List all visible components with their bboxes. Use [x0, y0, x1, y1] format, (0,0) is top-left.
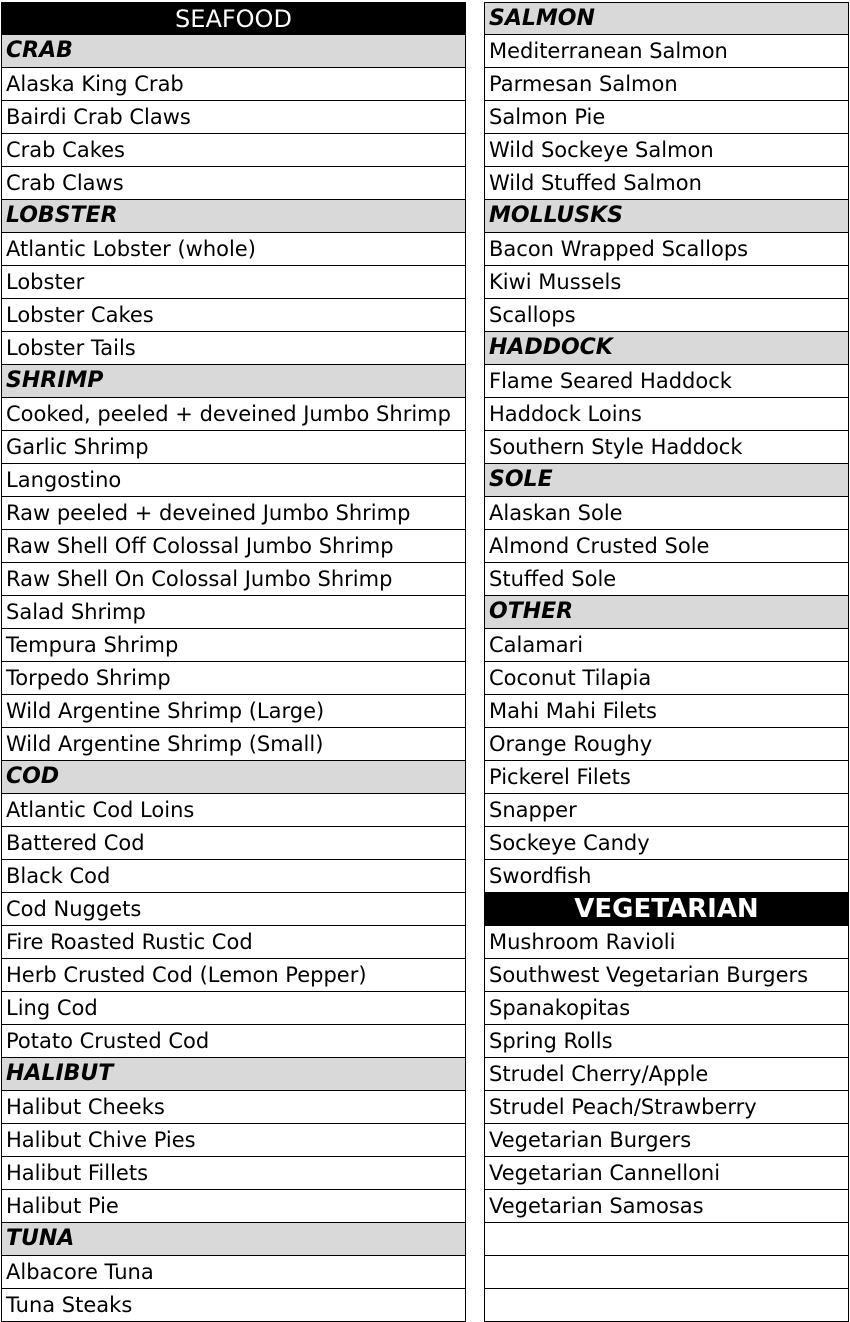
- menu-item: Lobster Cakes: [1, 299, 466, 332]
- menu-item: Atlantic Lobster (whole): [1, 233, 466, 266]
- menu-item: Strudel Cherry/Apple: [484, 1058, 849, 1091]
- menu-item: Salad Shrimp: [1, 596, 466, 629]
- menu-item: Mushroom Ravioli: [484, 926, 849, 959]
- menu-item: Fire Roasted Rustic Cod: [1, 926, 466, 959]
- menu-item: Halibut Chive Pies: [1, 1124, 466, 1157]
- menu-item: Halibut Cheeks: [1, 1091, 466, 1124]
- section-title-seafood: SEAFOOD: [1, 2, 466, 35]
- menu-item: Mahi Mahi Filets: [484, 695, 849, 728]
- menu-item: Spring Rolls: [484, 1025, 849, 1058]
- menu-item: Atlantic Cod Loins: [1, 794, 466, 827]
- menu-item: Stuffed Sole: [484, 563, 849, 596]
- menu-item: Ling Cod: [1, 992, 466, 1025]
- menu-item: Langostino: [1, 464, 466, 497]
- menu-item: Cooked, peeled + deveined Jumbo Shrimp: [1, 398, 466, 431]
- menu-item: Bacon Wrapped Scallops: [484, 233, 849, 266]
- menu-item: Bairdi Crab Claws: [1, 101, 466, 134]
- menu-item: Wild Argentine Shrimp (Large): [1, 695, 466, 728]
- empty-row: [484, 1223, 849, 1256]
- category-header-other: OTHER: [484, 596, 849, 629]
- menu-item: Alaska King Crab: [1, 68, 466, 101]
- menu-item: Parmesan Salmon: [484, 68, 849, 101]
- menu-item: Almond Crusted Sole: [484, 530, 849, 563]
- category-header-shrimp: SHRIMP: [1, 365, 466, 398]
- category-header-lobster: LOBSTER: [1, 200, 466, 233]
- menu-item: Snapper: [484, 794, 849, 827]
- menu-item: Coconut Tilapia: [484, 662, 849, 695]
- menu-item: Tempura Shrimp: [1, 629, 466, 662]
- menu-item: Garlic Shrimp: [1, 431, 466, 464]
- section-title-vegetarian: VEGETARIAN: [484, 893, 849, 926]
- menu-item: Flame Seared Haddock: [484, 365, 849, 398]
- menu-item: Sockeye Candy: [484, 827, 849, 860]
- menu-item: Calamari: [484, 629, 849, 662]
- menu-item: Wild Sockeye Salmon: [484, 134, 849, 167]
- menu-item: Haddock Loins: [484, 398, 849, 431]
- right-column: [484, 2, 849, 1322]
- menu-item: Herb Crusted Cod (Lemon Pepper): [1, 959, 466, 992]
- category-header-salmon: SALMON: [484, 2, 849, 35]
- menu-item: Raw Shell Off Colossal Jumbo Shrimp: [1, 530, 466, 563]
- menu-item: Vegetarian Samosas: [484, 1190, 849, 1223]
- menu-item: Raw peeled + deveined Jumbo Shrimp: [1, 497, 466, 530]
- menu-item: Wild Stuffed Salmon: [484, 167, 849, 200]
- menu-item: Southern Style Haddock: [484, 431, 849, 464]
- menu-item: Vegetarian Burgers: [484, 1124, 849, 1157]
- menu-item: Battered Cod: [1, 827, 466, 860]
- menu-item: Halibut Fillets: [1, 1157, 466, 1190]
- menu-item: Pickerel Filets: [484, 761, 849, 794]
- empty-row: [484, 1256, 849, 1289]
- menu-item: Strudel Peach/Strawberry: [484, 1091, 849, 1124]
- menu-item: Tuna Steaks: [1, 1289, 466, 1322]
- menu-item: Kiwi Mussels: [484, 266, 849, 299]
- menu-item: Crab Claws: [1, 167, 466, 200]
- left-column: [1, 2, 466, 1322]
- menu-item: Scallops: [484, 299, 849, 332]
- menu-item: Salmon Pie: [484, 101, 849, 134]
- menu-item: Southwest Vegetarian Burgers: [484, 959, 849, 992]
- category-header-sole: SOLE: [484, 464, 849, 497]
- category-header-halibut: HALIBUT: [1, 1058, 466, 1091]
- menu-item: Crab Cakes: [1, 134, 466, 167]
- menu-item: Halibut Pie: [1, 1190, 466, 1223]
- menu-item: Cod Nuggets: [1, 893, 466, 926]
- menu-item: Potato Crusted Cod: [1, 1025, 466, 1058]
- menu-item: Vegetarian Cannelloni: [484, 1157, 849, 1190]
- menu-item: Albacore Tuna: [1, 1256, 466, 1289]
- category-header-haddock: HADDOCK: [484, 332, 849, 365]
- menu-item: Alaskan Sole: [484, 497, 849, 530]
- category-header-cod: COD: [1, 761, 466, 794]
- menu-item: Spanakopitas: [484, 992, 849, 1025]
- category-header-tuna: TUNA: [1, 1223, 466, 1256]
- menu-item: Swordfish: [484, 860, 849, 893]
- menu-item: Lobster Tails: [1, 332, 466, 365]
- menu-item: Orange Roughy: [484, 728, 849, 761]
- menu-item: Wild Argentine Shrimp (Small): [1, 728, 466, 761]
- category-header-crab: CRAB: [1, 35, 466, 68]
- menu-item: Lobster: [1, 266, 466, 299]
- empty-row: [484, 1289, 849, 1322]
- menu-item: Black Cod: [1, 860, 466, 893]
- menu-item: Raw Shell On Colossal Jumbo Shrimp: [1, 563, 466, 596]
- category-header-mollusks: MOLLUSKS: [484, 200, 849, 233]
- menu-item: Torpedo Shrimp: [1, 662, 466, 695]
- menu-item: Mediterranean Salmon: [484, 35, 849, 68]
